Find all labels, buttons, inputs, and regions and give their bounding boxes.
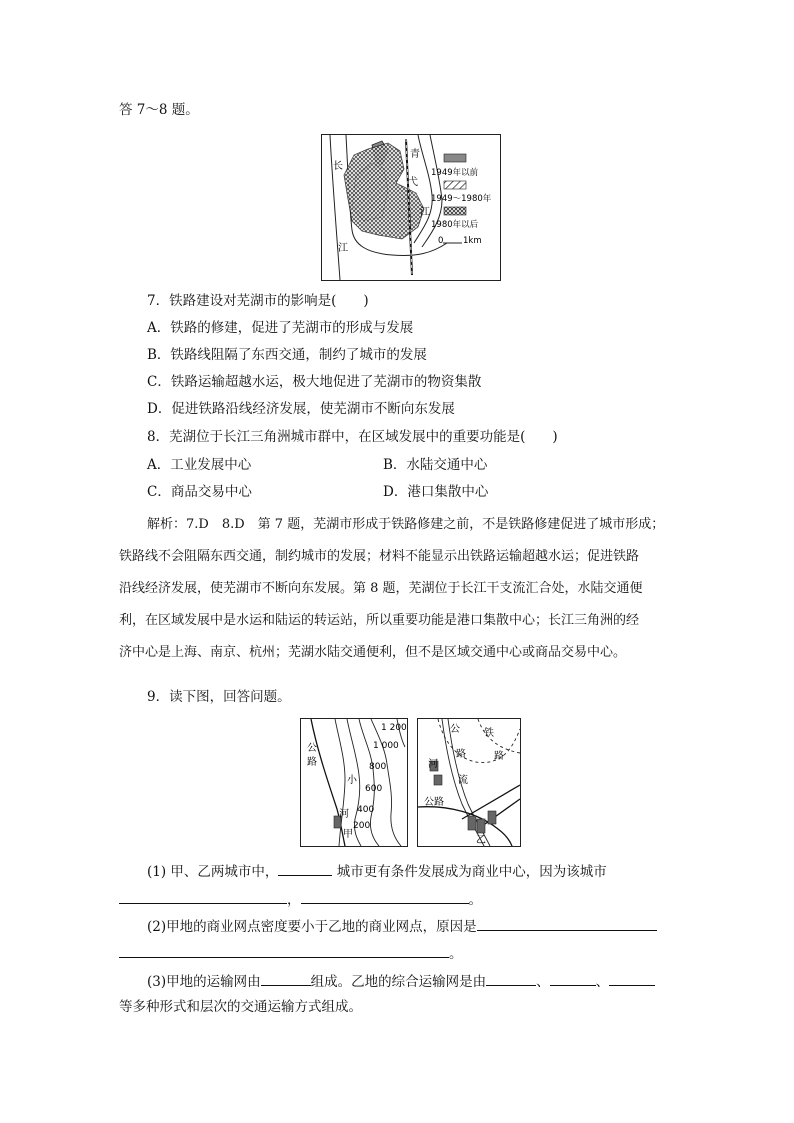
q7-option-c: C．铁路运输超越水运，极大地促进了芜湖市的物资集散 — [147, 374, 482, 390]
city-yi-marker-2 — [477, 819, 485, 833]
q9-sub3-mid: 组成。乙地的综合运输网是由 — [310, 974, 487, 990]
wuhu-map — [322, 135, 500, 280]
legend-swatch-1949-1980 — [444, 181, 466, 189]
q9-sub2-prefix: (2)甲地的商业网点密度要小于乙地的商业网点，原因是 — [147, 919, 477, 935]
q9-sub1-prefix: (1) 甲、乙两城市中， — [147, 864, 279, 880]
intro-text: 答 7～8 题。 — [119, 102, 199, 118]
q7-option-b: B．铁路线阻隔了东西交通，制约了城市的发展 — [147, 347, 427, 363]
legend-swatch-pre1949 — [444, 154, 466, 162]
q9-sub2-blank-b[interactable] — [119, 943, 449, 958]
q9-sub3-blank-yi-1[interactable] — [486, 971, 536, 986]
road-label-gong: 公 — [450, 724, 460, 735]
q9-sub3-blank-yi-2[interactable] — [550, 971, 596, 986]
legend-1949-1980: 1949～1980年 — [431, 194, 492, 204]
contour-map — [301, 719, 407, 846]
q9-sub1-blank-reason1[interactable] — [119, 889, 287, 904]
q8-option-c: C．商品交易中心 — [147, 484, 252, 500]
q8-option-d: D．港口集散中心 — [383, 484, 489, 500]
city-yi-label: 乙 — [476, 835, 486, 846]
q7-stem: 7．铁路建设对芜湖市的影响是( ) — [147, 293, 369, 309]
analysis-line-4: 利，在区域发展中是水运和陆运的转运站，所以重要功能是港口集散中心；长江三角洲的经 — [119, 613, 640, 628]
q9-sub1-end: 。 — [468, 892, 482, 908]
contour-400: 400 — [357, 805, 375, 815]
analysis-line-3: 沿线经济发展，使芜湖市不断向东发展。第 8 题，芜湖位于长江干支流汇合处，水陆交通便 — [119, 581, 643, 596]
q9-sub1-suffix: 城市更有条件发展成为商业中心，因为该城市 — [332, 864, 607, 880]
road-label-gong: 公 — [307, 743, 317, 754]
transport-map — [418, 719, 520, 846]
legend-post1980: 1980年以后 — [431, 220, 479, 230]
scale-km: 1km — [463, 236, 482, 246]
contour-200: 200 — [353, 821, 371, 831]
contour-1000: 1 000 — [373, 741, 399, 751]
town-marker-2 — [434, 775, 442, 785]
transport-map-figure — [417, 718, 521, 847]
q9-sub1-comma: ， — [287, 892, 301, 908]
city-yi-marker-1 — [468, 816, 476, 830]
q9-sub3-sep-2: 、 — [595, 974, 610, 990]
q9-sub2-end: 。 — [449, 946, 463, 962]
label-jiang-right: 江 — [420, 207, 430, 218]
q9-sub2-line1 — [147, 916, 657, 936]
label-qing: 青 — [410, 149, 420, 160]
q9-sub2-blank-a[interactable] — [477, 916, 657, 931]
analysis-line-2: 铁路线不会阻隔东西交通，制约城市的发展；材料不能显示出铁路运输超越水运；促进铁路 — [119, 549, 640, 564]
wuhu-map-figure — [321, 134, 501, 281]
q8-option-b: B．水陆交通中心 — [383, 457, 488, 473]
analysis-line-5: 济中心是上海、南京、杭州；芜湖水陆交通便利，但不是区域交通中心或商品交易中心。 — [119, 645, 627, 660]
river-label-he: 河 — [339, 809, 349, 820]
scale-zero: 0 — [438, 236, 444, 246]
q9-sub3-sep-1: 、 — [536, 974, 550, 990]
q9-sub2-line2 — [119, 943, 463, 963]
q9-sub1-blank-city[interactable] — [278, 861, 332, 876]
rail-label-lu: 路 — [494, 751, 504, 762]
q8-stem: 8．芜湖位于长江三角洲城市群中，在区域发展中的重要功能是( ) — [147, 429, 558, 445]
q9-sub3-line2: 等多种形式和层次的交通运输方式组成。 — [119, 999, 362, 1015]
river-label-he: 河 — [428, 759, 438, 770]
label-yi: 弋 — [408, 177, 418, 188]
label-chang: 长 — [333, 161, 343, 172]
road-label-lu: 路 — [456, 749, 466, 760]
river-label-liu: 流 — [458, 775, 468, 786]
river-label-xiao: 小 — [347, 775, 357, 786]
legend-pre1949: 1949年以前 — [431, 168, 479, 178]
contour-1200: 1 200 — [381, 723, 407, 733]
city-yi-marker-3 — [488, 811, 496, 824]
contour-600: 600 — [365, 784, 383, 794]
contour-map-figure — [300, 718, 408, 847]
rail-label-tie: 铁 — [484, 728, 494, 739]
contour-800: 800 — [369, 762, 387, 772]
road-label-lu: 路 — [307, 757, 317, 768]
q7-option-d: D．促进铁路沿线经济发展，使芜湖市不断向东发展 — [147, 401, 455, 417]
q9-sub3-line1 — [147, 971, 655, 991]
q9-sub3-blank-yi-3[interactable] — [609, 971, 655, 986]
legend-swatch-post1980 — [444, 207, 466, 215]
q8-option-a: A．工业发展中心 — [147, 457, 252, 473]
q9-sub3-prefix: (3)甲地的运输网由 — [147, 974, 261, 990]
city-jia-label: 甲 — [343, 829, 353, 840]
analysis-line-1: 解析：7.D 8.D 第 7 题，芜湖市形成于铁路修建之前，不是铁路修建促进了城市形成； — [147, 517, 665, 532]
q9-sub1-line2 — [119, 889, 482, 909]
q9-sub1-line1 — [147, 861, 607, 881]
q9-sub3-blank-jia[interactable] — [261, 971, 311, 986]
q9-sub1-blank-reason2[interactable] — [301, 889, 469, 904]
q9-stem: 9．读下图，回答问题。 — [147, 689, 291, 705]
highway-label: 公路 — [424, 797, 444, 808]
q7-option-a: A．铁路的修建，促进了芜湖市的形成与发展 — [147, 320, 414, 336]
label-jiang-left: 江 — [338, 243, 348, 254]
